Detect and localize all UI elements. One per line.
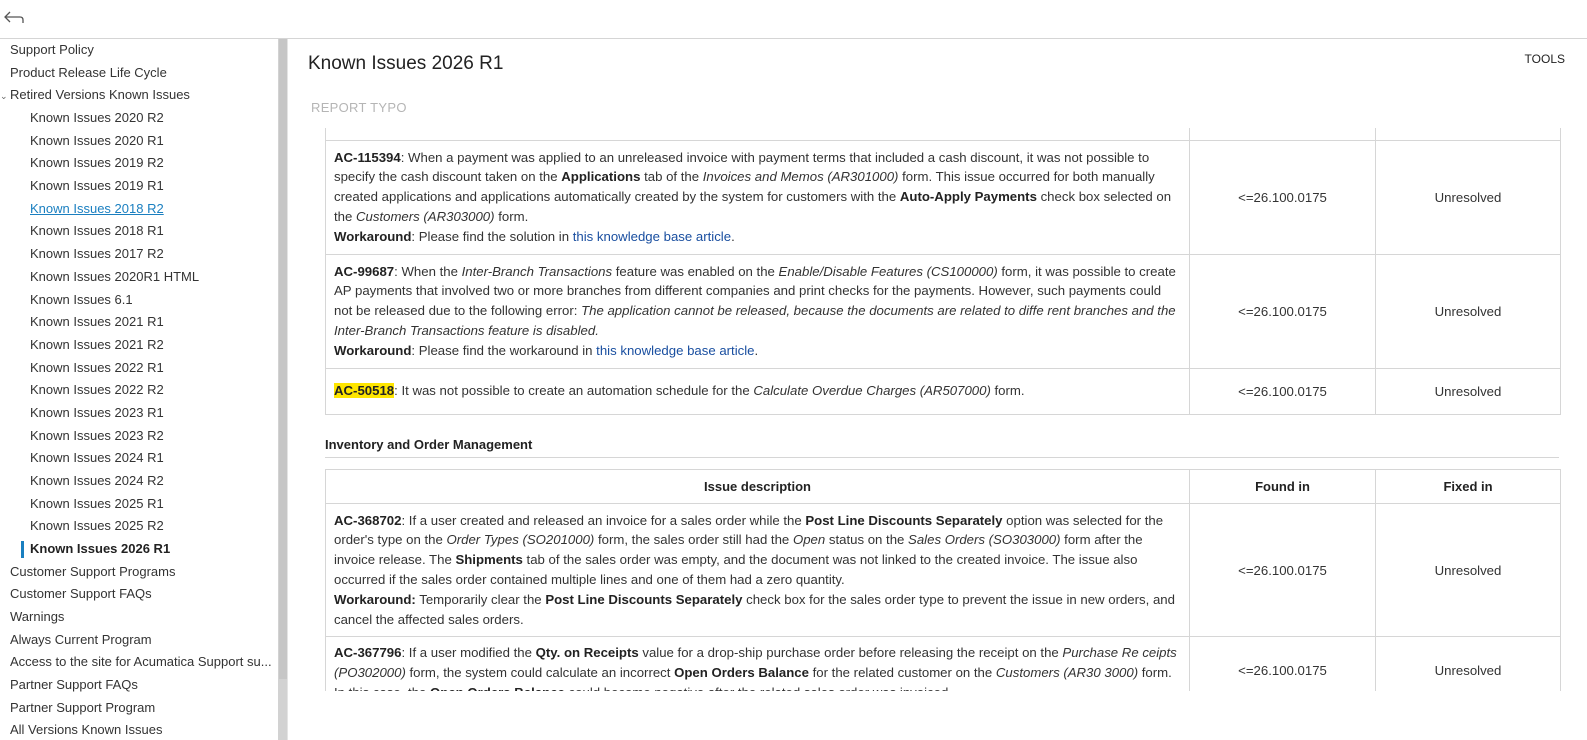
issue-text-bold: Shipments: [455, 552, 523, 568]
found-in-cell: <=26.100.0175: [1190, 140, 1376, 254]
sidebar-item-2019-r2[interactable]: Known Issues 2019 R2: [30, 155, 164, 170]
top-bar: [0, 0, 1587, 39]
sidebar-item-6-1[interactable]: Known Issues 6.1: [30, 292, 133, 307]
fixed-in-cell: Unresolved: [1376, 254, 1561, 368]
issue-text: tab of the sales order was empty, and the document was not linked to the created invoice. The issue also occurred if the sales order contained multiple lines and one of them had a zero quantity.: [334, 552, 1138, 587]
issue-id: AC-115394: [334, 149, 401, 165]
table-row: [326, 504, 1561, 637]
issue-id: AC-368702: [334, 512, 402, 528]
issue-text-italic: Customers (AR30 3000): [995, 664, 1139, 680]
workaround-text: .: [754, 342, 759, 358]
sidebar-item-2022-r1[interactable]: Known Issues 2022 R1: [30, 360, 164, 375]
sidebar-item-retired-versions[interactable]: Retired Versions Known Issues: [10, 87, 190, 102]
issue-text-bold: Applications: [561, 169, 641, 185]
table-row: [326, 128, 1561, 140]
sidebar-item-2023-r1[interactable]: Known Issues 2023 R1: [30, 405, 164, 420]
issue-text-italic: Open: [792, 532, 826, 548]
issue-description: [326, 368, 1190, 414]
issue-text: value for a drop-ship purchase order before releasing the receipt on the: [638, 645, 1063, 660]
sidebar-scrollbar[interactable]: [279, 39, 287, 679]
issue-text: form.: [1141, 664, 1172, 680]
sidebar-nav: [0, 39, 278, 740]
issue-text: : It was not possible to create an automation schedule for the: [394, 383, 754, 399]
main-content: [288, 39, 1587, 740]
workaround-text: : Please find the solution in: [411, 228, 573, 244]
workaround-label: Workaround: [334, 228, 412, 244]
sidebar-item-customer-support-faqs[interactable]: Customer Support FAQs: [10, 586, 152, 601]
found-in-cell: <=26.100.0175: [1190, 254, 1376, 368]
issue-text-italic: Invoices and Memos (AR301000): [702, 169, 899, 185]
sidebar-item-2020-r1[interactable]: Known Issues 2020 R1: [30, 133, 164, 148]
found-in-cell: <=26.100.0175: [1190, 637, 1376, 717]
issue-text: : If a user created and released an invoice for a sales order while the: [401, 512, 806, 528]
sidebar-item-2017-r2[interactable]: Known Issues 2017 R2: [30, 246, 164, 261]
issue-text-italic: Calculate Overdue Charges (AR507000): [753, 383, 991, 399]
issue-id: AC-99687: [334, 263, 395, 279]
issue-text: : If a user modified the: [401, 645, 536, 660]
issue-text-italic: The application cannot be released, because the documents are related to diffe rent branches and the Inter-Branch Transactions feature is disabled.: [334, 303, 1176, 338]
issue-text-italic: Purchase Re ceipts (PO302000): [334, 645, 1177, 680]
issue-text-italic: Inter-Branch Transactions: [461, 263, 613, 279]
issue-text-bold: Auto-Apply Payments: [899, 189, 1037, 205]
table-row: [326, 368, 1561, 414]
sidebar-item-2025-r2[interactable]: Known Issues 2025 R2: [30, 518, 164, 533]
workaround-text-bold: Post Line Discounts Separately: [545, 591, 743, 607]
issue-text: feature was enabled on the: [612, 263, 779, 279]
sidebar-item-support-policy[interactable]: Support Policy: [10, 42, 94, 57]
viewport-bottom-mask: [288, 691, 1587, 740]
expand-caret-icon[interactable]: ⌄: [0, 91, 8, 101]
sidebar-item-2020r1-html[interactable]: Known Issues 2020R1 HTML: [30, 269, 200, 284]
page-title: Known Issues 2026 R1: [308, 53, 504, 74]
sidebar-item-all-versions[interactable]: All Versions Known Issues: [10, 722, 163, 737]
sidebar-item-2024-r1[interactable]: Known Issues 2024 R1: [30, 450, 164, 465]
report-typo-button[interactable]: REPORT TYPO: [311, 100, 407, 115]
sidebar-item-2024-r2[interactable]: Known Issues 2024 R2: [30, 473, 164, 488]
sidebar-item-customer-support-programs[interactable]: Customer Support Programs: [10, 564, 176, 579]
issue-text: form.: [990, 383, 1025, 399]
issue-description: [326, 504, 1190, 637]
column-header-description: Issue description: [326, 470, 1190, 504]
issue-text: for the related customer on the: [808, 664, 996, 680]
workaround-text: .: [731, 228, 735, 244]
issue-description: [326, 140, 1190, 254]
issue-text-italic: Customers (AR303000): [356, 208, 495, 224]
issue-text: status on the: [825, 532, 909, 548]
issue-text: form, the sales order still had the: [594, 532, 793, 548]
issue-id: AC-367796: [334, 645, 402, 660]
workaround-text: check box for the sales order type to prevent the issue in new orders, and cancel the affected sales orders.: [334, 591, 1175, 627]
issue-text: form after the invoice release. The: [334, 532, 1143, 568]
issue-text: option was selected for the order's type on the: [334, 512, 1164, 548]
sidebar-item-2023-r2[interactable]: Known Issues 2023 R2: [30, 428, 164, 443]
back-arrow-icon[interactable]: [3, 8, 25, 28]
active-indicator: [21, 541, 24, 558]
sidebar-item-warnings[interactable]: Warnings: [10, 609, 65, 624]
issue-text: form.: [494, 208, 529, 224]
issue-text-italic: Order Types (SO201000): [446, 532, 595, 548]
workaround-label: Workaround: [334, 342, 412, 358]
tools-button[interactable]: TOOLS: [1524, 52, 1565, 66]
issue-text: form, it was possible to create AP payments that involved two or more branches from different companies and print checks for the payments. However, such payments could not be released due to the following error:: [334, 263, 1176, 319]
table-header-row: [326, 470, 1561, 504]
issue-text-bold: Open Orders Balance: [674, 664, 809, 680]
issue-text: : When a payment was applied to an unreleased invoice with payment terms that included a cash discount, it was not possible to specify the cash discount taken on the: [334, 149, 1150, 185]
kb-article-link[interactable]: this knowledge base article: [596, 342, 755, 358]
issue-text-bold: Qty. on Receipts: [535, 645, 639, 660]
issue-text-bold: Post Line Discounts Separately: [805, 512, 1003, 528]
issue-text: check box selected on the: [334, 189, 1172, 224]
issue-text: : When the: [394, 263, 462, 279]
sidebar-item-2022-r2[interactable]: Known Issues 2022 R2: [30, 382, 164, 397]
sidebar-item-2021-r1[interactable]: Known Issues 2021 R1: [30, 314, 164, 329]
kb-article-link[interactable]: this knowledge base article: [572, 228, 732, 244]
issue-text-italic: Sales Orders (SO303000): [908, 532, 1061, 548]
issue-text: form. This issue occurred for both manually created applications and applications automatically created by the system for customers with the: [334, 169, 1155, 205]
section-heading: Inventory and Order Management: [325, 437, 1559, 458]
fixed-in-cell: Unresolved: [1376, 368, 1561, 414]
found-in-cell: <=26.100.0175: [1190, 504, 1376, 637]
sidebar-item-2025-r1[interactable]: Known Issues 2025 R1: [30, 496, 164, 511]
issue-description: [326, 254, 1190, 368]
sidebar-item-2026-r1[interactable]: Known Issues 2026 R1: [30, 541, 171, 556]
issue-text: tab of the: [640, 169, 703, 185]
workaround-text: Temporarily clear the: [415, 591, 546, 607]
sidebar-item-product-release-life-cycle[interactable]: Product Release Life Cycle: [10, 65, 167, 80]
table-row: [326, 140, 1561, 254]
fixed-in-cell: Unresolved: [1376, 637, 1561, 717]
workaround-text: : Please find the workaround in: [411, 342, 597, 358]
column-header-fixed-in: Fixed in: [1376, 470, 1561, 504]
sidebar-item-2020-r2[interactable]: Known Issues 2020 R2: [30, 110, 164, 125]
column-header-found-in: Found in: [1190, 470, 1376, 504]
table-row: [326, 254, 1561, 368]
issues-table-receivables: [325, 128, 1561, 415]
fixed-in-cell: Unresolved: [1376, 504, 1561, 637]
sidebar-item-access-site[interactable]: Access to the site for Acumatica Support su...: [10, 654, 272, 669]
sidebar-item-2018-r2[interactable]: Known Issues 2018 R2: [30, 201, 164, 216]
fixed-in-cell: Unresolved: [1376, 140, 1561, 254]
sidebar-item-2018-r1[interactable]: Known Issues 2018 R1: [30, 223, 164, 238]
issues-table-inventory: [325, 469, 1561, 717]
workaround-label: Workaround:: [334, 591, 416, 607]
sidebar-item-partner-support-program[interactable]: Partner Support Program: [10, 700, 156, 715]
sidebar-item-2019-r1[interactable]: Known Issues 2019 R1: [30, 178, 164, 193]
sidebar-item-2021-r2[interactable]: Known Issues 2021 R2: [30, 337, 164, 352]
sidebar-item-always-current-program[interactable]: Always Current Program: [10, 632, 152, 647]
issue-text: form, the system could calculate an incorrect: [405, 664, 675, 680]
found-in-cell: <=26.100.0175: [1190, 368, 1376, 414]
issue-text-italic: Enable/Disable Features (CS100000): [778, 263, 998, 279]
sidebar-item-partner-support-faqs[interactable]: Partner Support FAQs: [10, 677, 138, 692]
issue-id-highlighted: AC-50518: [334, 383, 395, 399]
